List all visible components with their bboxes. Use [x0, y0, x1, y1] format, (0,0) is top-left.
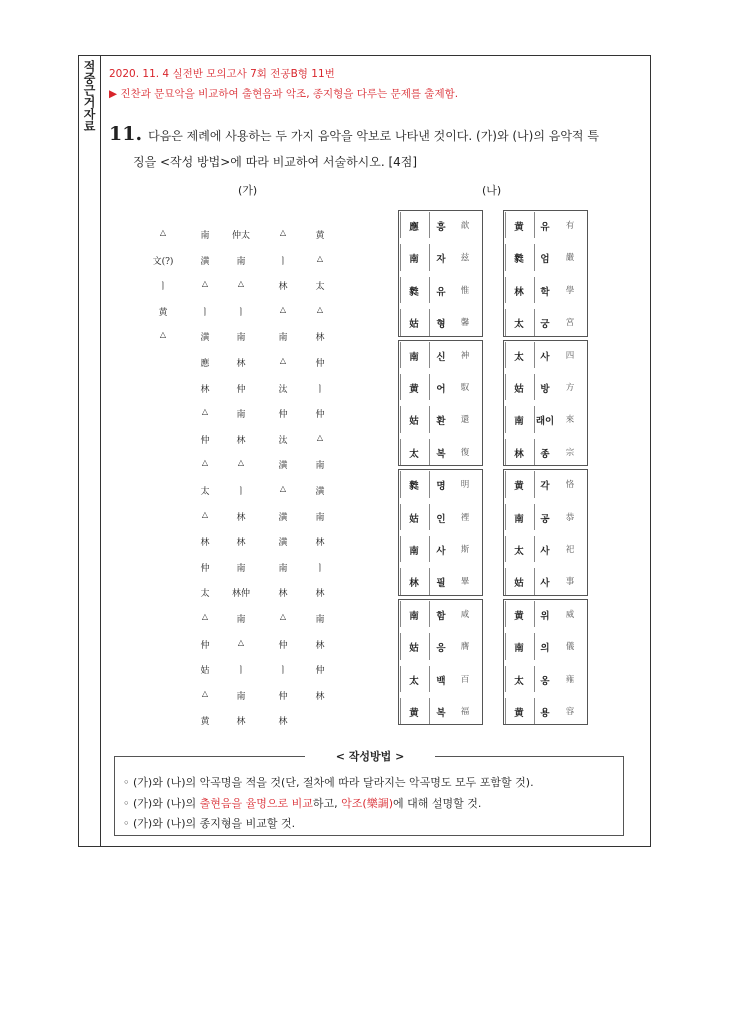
score-na-left-hangul: 필: [436, 578, 446, 590]
score-na-right-hangul: 의: [540, 643, 550, 655]
score-na-left-hangul: 응: [436, 643, 446, 655]
score-ga-note: 仲: [278, 410, 288, 421]
score-na-left-pitch: 南: [409, 351, 419, 363]
score-ga-note: △: [159, 228, 167, 237]
score-na-left-pitch: 姑: [409, 643, 419, 655]
score-na-left-hanja: 馨: [460, 318, 470, 329]
score-ga-note: 南: [315, 461, 325, 472]
score-na-left-hanja: 禋: [460, 512, 470, 523]
score-na-left-hangul: 형: [436, 319, 446, 331]
score-ga-note: 太: [200, 589, 210, 600]
score-ga-note: 林: [236, 359, 246, 369]
score-na-right-hanja: 雍: [565, 674, 575, 685]
note-line: ▶ 진찬과 문묘악을 비교하여 출현음과 악조, 종지형을 다루는 문제를 출제함.: [109, 88, 459, 100]
score-na-right-pitch: 太: [514, 546, 524, 557]
score-ga-note: △: [201, 509, 209, 519]
score-ga-note: 南: [236, 615, 246, 625]
score-ga-note: 林: [278, 589, 288, 600]
score-na-right-hanja: 來: [565, 415, 575, 426]
question-line1: 다음은 제례에 사용하는 두 가지 음악을 악보로 나타낸 것이다. (가)와 (나)의 음악적 특: [148, 129, 599, 143]
score-na-right-pitch: 姑: [514, 384, 524, 395]
score-na-right-hangul: 엄: [540, 254, 550, 266]
score-na-right-pitch: 㽔: [514, 254, 524, 266]
score-ga-note: △: [201, 458, 209, 468]
score-ga-note: 林仲: [231, 589, 250, 600]
score-na-right-hanja: 恭: [565, 512, 575, 523]
score-na-left-hanja: 百: [460, 674, 470, 685]
score-na-left-pitch: 南: [409, 546, 419, 557]
score-ga-note: △: [237, 637, 245, 647]
score-na-left-pitch: 姑: [409, 319, 419, 331]
score-na-left-pitch: 㽔: [409, 286, 419, 298]
method-title-text: 작성방법: [348, 750, 392, 763]
score-na-right-pitch: 南: [514, 513, 524, 525]
score-na-right-hangul: 래이: [535, 416, 555, 428]
score-ga-note: △: [201, 688, 209, 698]
score-ga-note: △: [159, 330, 167, 340]
score-na-right-hanja: 四: [565, 350, 575, 361]
score-ga-note: 林: [315, 691, 325, 702]
score-na-right-hangul: 공: [540, 513, 550, 525]
score-na-right-pitch: 林: [514, 286, 524, 298]
score-na-right-hanja: 祀: [565, 545, 575, 555]
score-na-left-hanja: 福: [460, 707, 470, 717]
score-ga-note: 潢: [200, 256, 210, 267]
score-ga-note: 林: [278, 282, 288, 293]
score-na-left-hangul: 신: [436, 351, 446, 363]
score-na-left-hangul: 복: [436, 448, 446, 460]
score-na-left-pitch: 太: [409, 448, 419, 460]
score-na-left-hanja: 兹: [460, 253, 470, 264]
score-na-right-hanja: 學: [565, 285, 575, 296]
score-na-right-pitch: 黄: [514, 610, 524, 622]
score-ga-note: △: [237, 279, 245, 289]
score-na-right-pitch: 姑: [514, 578, 524, 590]
score-na-right-pitch: 南: [514, 643, 524, 655]
score-na-right-hangul: 사: [540, 351, 550, 363]
score-ga-note: ㅣ: [158, 282, 168, 293]
score-na-left-pitch: 姑: [409, 416, 419, 428]
score-na-right-hanja: 宮: [565, 318, 575, 329]
score-na-left-hangul: 백: [436, 675, 446, 687]
score-na-right-pitch: 太: [514, 675, 524, 687]
score-na-right-pitch: 南: [514, 416, 524, 428]
score-na-right-hanja: 有: [565, 221, 575, 231]
score-na-left-pitch: 㽔: [409, 481, 419, 493]
score-na-left-hanja: 咸: [460, 609, 470, 620]
score-ga-note: 南: [236, 333, 246, 344]
score-ga-note: 潢: [315, 487, 325, 497]
score-na-left-pitch: 應: [409, 222, 419, 233]
score-ga-note: 林: [315, 333, 325, 344]
score-na-left-hanja: 惟: [460, 285, 470, 296]
score-ga-note: △: [279, 228, 287, 237]
score-ga-note: △: [279, 484, 287, 493]
score-ga-note: 林: [278, 717, 288, 728]
score-na-right-hangul: 궁: [540, 319, 550, 331]
score-ga-note: ㅣ: [236, 666, 246, 677]
score-ga-note: 仲: [278, 640, 288, 651]
score-ga-note: △: [316, 304, 324, 314]
score-ga-note: 林: [236, 435, 246, 446]
method-item-2: [123, 795, 481, 811]
question-number: 11.: [109, 123, 143, 145]
score-ga-note: 南: [236, 691, 246, 702]
score-ga-note: △: [279, 612, 287, 621]
score-na-right-pitch: 黄: [514, 708, 524, 719]
score-na-right-pitch: 太: [514, 319, 524, 331]
score-na-left-pitch: 太: [409, 675, 419, 687]
score-ga-note: ㅣ: [236, 487, 246, 497]
score-na-left-hanja: 膺: [460, 642, 470, 653]
score-na-left-hanja: 明: [460, 480, 470, 491]
score-ga-note: △: [316, 432, 324, 442]
score-ga-note: 仲: [200, 640, 210, 651]
score-na-left-hanja: 還: [460, 415, 470, 426]
score-na-right-pitch: 黄: [514, 222, 524, 233]
score-na-right-hangul: 유: [540, 222, 550, 233]
score-na-right-hanja: 恪: [565, 480, 575, 491]
score-ga-note: 南: [236, 410, 246, 421]
method-item-2c: 하고,: [312, 797, 342, 810]
score-ga-note: 南: [278, 333, 288, 344]
score-ga-note: 林: [236, 512, 246, 523]
score-ga-note: 姑: [200, 666, 210, 677]
score-na-left-hanja: 畢: [460, 577, 470, 588]
score-na-left-pitch: 林: [409, 578, 419, 590]
score-ga-note: △: [237, 458, 245, 468]
method-item-2b: 출현음을 율명으로 비교: [199, 797, 313, 810]
method-item-2a: ◦ (가)와 (나)의: [123, 797, 200, 810]
score-na-right-hangul: 학: [540, 286, 550, 298]
score-na-right-hangul: 사: [540, 546, 550, 557]
score-ga-note: △: [201, 612, 209, 621]
score-na-right-hangul: 옹: [540, 675, 550, 687]
score-ga-label: (가): [238, 184, 258, 197]
score-ga-note: 仲太: [231, 231, 250, 241]
score-ga-note: 文(?): [152, 256, 174, 267]
score-na-label: (나): [482, 184, 502, 197]
score-na-right-hangul: 사: [540, 578, 550, 590]
score-na-right-hanja: 嚴: [565, 253, 575, 264]
score-na-left-hanja: 馭: [460, 383, 470, 393]
score-ga-note: 南: [315, 615, 325, 625]
score-na-left-hangul: 함: [436, 610, 446, 622]
score-ga-note: 林: [315, 589, 325, 600]
score-ga-note: 林: [315, 538, 325, 549]
score-ga-note: ㅣ: [315, 384, 325, 395]
source-line: 2020. 11. 4 실전반 모의고사 7회 전공B형 11번: [109, 68, 335, 80]
score-na-left-pitch: 姑: [409, 513, 419, 525]
score-na-left-hangul: 사: [436, 546, 446, 557]
score-ga-note: △: [201, 279, 209, 289]
score-ga-note: 南: [236, 256, 246, 267]
score-na-left-pitch: 南: [409, 610, 419, 622]
question: [109, 121, 639, 175]
score-ga-note: ㅣ: [278, 256, 288, 267]
score-na-right-hanja: 儀: [565, 642, 575, 653]
score-ga-note: 仲: [315, 359, 325, 369]
score-na-left-hangul: 흥: [436, 222, 446, 233]
score-ga-note: △: [279, 356, 287, 365]
score-ga-note: ㅣ: [200, 307, 210, 318]
score-na-left-hangul: 복: [436, 708, 446, 719]
score-na-left-hangul: 인: [436, 513, 446, 525]
score-ga-note: 汰: [278, 435, 288, 446]
score-ga-note: 仲: [315, 410, 325, 421]
score-ga-note: 應: [200, 359, 210, 369]
score-na-right-pitch: 林: [514, 448, 524, 460]
score-ga-note: 林: [236, 538, 246, 549]
score-ga-note: 林: [200, 384, 210, 395]
score-na-left-pitch: 黄: [409, 708, 419, 719]
score-na-right-hangul: 위: [540, 610, 550, 622]
score-ga-note: 南: [200, 231, 210, 241]
score-ga-note: 南: [236, 563, 246, 574]
side-label-column: [79, 56, 101, 846]
score-na-left-pitch: 黄: [409, 384, 419, 395]
score-ga-note: 仲: [200, 563, 210, 574]
score-ga-note: 仲: [315, 666, 325, 677]
score-ga-note: 林: [200, 538, 210, 549]
score-na-right-hangul: 방: [540, 384, 550, 395]
score-na-left-hangul: 어: [436, 384, 446, 395]
method-item-1: ◦ (가)와 (나)의 악곡명을 적을 것(단, 절차에 따라 달라지는 악곡명도 모두 포함할 것).: [123, 776, 534, 789]
score-na-right-hangul: 각: [540, 481, 550, 493]
score-na-left-hangul: 환: [436, 416, 446, 428]
score-na-left-hanja: 斯: [460, 545, 470, 555]
score-ga-note: 太: [315, 282, 325, 293]
score-ga-note: 林: [315, 640, 325, 651]
score-ga-note: 潢: [278, 538, 288, 549]
method-item-2e: 에 대해 설명할 것.: [393, 797, 482, 810]
score-ga-note: 汰: [278, 384, 288, 395]
score-ga-note: 黄: [315, 231, 325, 241]
score-ga-note: 南: [278, 563, 288, 574]
method-box: [114, 750, 624, 836]
score-ga-note: 潢: [278, 512, 288, 523]
score-ga-note: △: [316, 253, 324, 263]
score-na-left-hanja: 復: [460, 447, 470, 458]
score-ga-note: 太: [200, 487, 210, 497]
score-ga-note: 仲: [236, 384, 246, 395]
score-na-left-pitch: 南: [409, 254, 419, 266]
method-item-3: ◦ (가)와 (나)의 종지형을 비교할 것.: [123, 817, 296, 830]
score-na-right-hangul: 용: [540, 708, 550, 719]
score-ga-note: 南: [315, 512, 325, 523]
score-ga-note: 仲: [278, 691, 288, 702]
method-item-2d: 악조(樂調): [341, 797, 394, 810]
method-title: < 작성방법 >: [305, 748, 435, 764]
score-ga-note: △: [201, 407, 209, 417]
score-ga-note: △: [279, 304, 287, 314]
score-ga-note: 黄: [200, 717, 210, 728]
score-ga-note: 潢: [200, 333, 210, 344]
score-na-left-hanja: 歆: [460, 221, 470, 231]
score-na-right-hanja: 威: [565, 609, 575, 620]
score-ga-note: ㅣ: [236, 307, 246, 318]
score-na-right-hanja: 容: [565, 707, 575, 717]
side-label: 적중근거자료: [82, 60, 96, 132]
score-ga-note: 林: [236, 717, 246, 728]
score-na-left-hangul: 명: [436, 481, 446, 493]
score-na-right-hanja: 方: [565, 383, 575, 393]
score-na-right-hangul: 종: [540, 448, 550, 460]
score-na-right-pitch: 太: [514, 351, 524, 363]
score-ga-note: 仲: [200, 435, 210, 446]
score-ga-note: ㅣ: [278, 666, 288, 677]
score-na-left-hangul: 유: [436, 286, 446, 298]
score-na-left-hangul: 자: [436, 254, 446, 266]
score-na-right-hanja: 宗: [565, 447, 575, 458]
score-na-right-hanja: 事: [565, 577, 575, 588]
score-ga-note: 潢: [278, 461, 288, 472]
score-na-right-pitch: 黄: [514, 481, 524, 493]
question-line2: 징을 <작성 방법>에 따라 비교하여 서술하시오. [4점]: [133, 155, 418, 169]
score-ga-note: 黄: [158, 307, 168, 318]
score-ga-note: ㅣ: [315, 563, 325, 574]
score-na-left-hanja: 神: [460, 350, 470, 361]
